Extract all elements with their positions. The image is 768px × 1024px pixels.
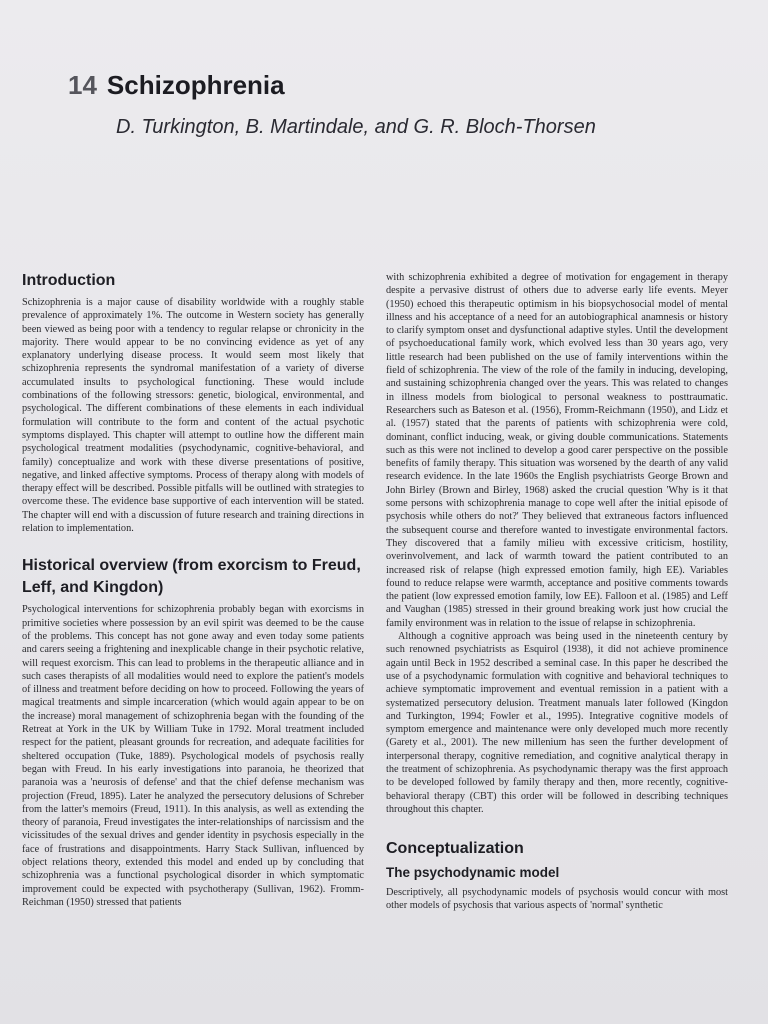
psychodynamic-model-subheading: The psychodynamic model	[386, 865, 560, 881]
left-column	[22, 270, 364, 909]
introduction-heading: Introduction	[22, 272, 116, 289]
chapter-title: Schizophrenia	[106, 70, 285, 100]
historical-paragraph-2: Although a cognitive approach was being used in the nineteenth century by such renowned psychiatrists as Esquirol (1938), it did not achieve prominence again until Beck in 1952 described a seminal case. In this paper he described the use of a psychodynamic formulation with cognitive and behavioral techniques to achieve symptomatic improvement and eventual remission in a patient with a systematized persecutory delusion. Treatment manuals later followed (Kingdon and Turkington, 1994; Fowler et al., 1995). Integrative cognitive models of symptom emergence and maintenance were only developed much more recently (Garety et al., 2001). The new millenium has seen the further development of interpersonal therapy, cognitive remediation, and cognitive analytical therapy in the treatment of schizophrenia. As psychodynamic therapy was the first approach to be developed followed by family therapy and then, more recently, cognitive-behavioral therapy (CBT) this order will be followed in describing techniques throughout this chapter.	[386, 631, 728, 815]
chapter-authors: D. Turkington, B. Martindale, and G. R. Bloch-Thorsen	[116, 116, 596, 138]
chapter-number: 14	[68, 70, 97, 100]
historical-paragraph-1: Psychological interventions for schizophrenia probably began with exorcisms in primitive societies where possession by an evil spirit was deemed to be the cause of the problems. This concept has not gone away and even today some patients and carers seeing a frightening and inexplicable change in their psychotic relative, will request exorcism. This can lead to problems in the therapeutic alliance and in such cases therapists of all modalities would need to explore the patient's models of illness and treatment before deciding on how to proceed. Following the years of magical treatments and simple incarceration (which would again appear to be on the increase) moral management of schizophrenia began with the founding of the Retreat at York in the UK by William Tuke in 1792. Moral treatment included respect for the patient, pleasant grounds for recreation, and adequate facilities for sheltered occupation (Tuke, 1889). Psychological models of psychosis really began with Freud. In his early investigations into paranoia, he theorized that paranoia was a 'neurosis of defense' and that the chief defense mechanism was projection (Freud, 1895). Later he analyzed the persecutory delusions of Schreber from the latter's memoirs (Freud, 1911). In this analysis, as well as extending the theory of paranoia, Freud investigates the inter-relationships of narcissism and the vicissitudes of the sexual drives and gender identity in psychosis especially in the face of frustrations and disappointments. Harry Stack Sullivan, influenced by object relations theory, extended this model and ended up by concluding that schizophrenia was a functional psychological disorder in which symptomatic improvement could be expected with psychotherapy (Sullivan, 1962). Fromm-Reichman (1950) stressed that patients	[22, 604, 364, 908]
chapter-heading	[68, 70, 285, 101]
historical-heading: Historical overview (from exorcism to Freud, Leff, and Kingdon)	[22, 557, 361, 597]
historical-paragraph-1-continued: with schizophrenia exhibited a degree of motivation for engagement in therapy despite a pervasive distrust of others due to adverse early life events. Meyer (1950) echoed this therapeutic optimism in his biopsychosocial model of mental illness and his acceptance of a need for an autobiographical anamnesis or history to clarify symptom onset and dysfunctional adaptive styles. Until the development of psychoeducational family work, which evolved less than 30 years ago, very little research had been published on the use of family interventions within the field of schizophrenia. The view of the role of the family in inducing, developing, and sustaining schizophrenia changed over the years. This was related to changes in illness models from biological to personal weakness to posttraumatic. Researchers such as Bateson et al. (1956), Fromm-Reichmann (1950), and Lidz et al. (1957) stated that the parents of patients with schizophrenia were cold, dominant, conflict inducing, weak, or giving double communications. Statements such as this were not inclined to develop a good carer perspective on the possible benefits of family therapy. This situation was worsened by the dearth of any valid research evidence. In the late 1960s the English psychiatrists George Brown and John Birley (Brown and Birley, 1968) asked the crucial question 'Why is it that some persons with schizophrenia manage to cope well after the initial episode of psychosis while others do not?' They believed that extraneous factors influenced the subsequent course and therefore wanted to investigate environmental factors. They discovered that a family milieu with excessive criticism, hostility, overinvolvement, and lack of warmth toward the patient contributed to an increased risk of relapse (high expressed emotion family, high EE). Variables found to reduce relapse were warmth, acceptance and positive comments towards the patient (low expressed emotion family, low EE). Falloon et al. (1985) and Leff and Vaughan (1985) stressed in their ground breaking work just how crucial the family environment was in relation to the issue of relapse in schizophrenia.	[386, 272, 728, 629]
introduction-paragraph: Schizophrenia is a major cause of disability worldwide with a roughly stable prevalence of approximately 1%. The outcome in Western society has generally been viewed as being poor with a tendency to regular relapse or chronicity in the majority. There would appear to be no convincing evidence as yet of any explanatory underlying disease process. It would seem most likely that schizophrenia represents the syndromal manifestation of a variety of diverse accumulated insults to psychological functioning. These would include combinations of the following stressors: genetic, biological, environmental, and psychological. The different combinations of these elements in each individual formulation will contribute to the form and content of the actual psychotic symptoms displayed. This chapter will attempt to outline how the different main psychological treatment modalities (psychodynamic, cognitive-behavioral, and family) conceptualize and work with these diverse presentations of positive, negative, and linked affective symptoms. Process of therapy along with models of therapy effect will be described. Possible pitfalls will be outlined with strategies to overcome these. The evidence base supportive of each intervention will be stated. The chapter will end with a discussion of future research and training directions in relation to implementation.	[22, 297, 364, 535]
conceptualization-heading: Conceptualization	[386, 840, 524, 858]
right-column	[386, 271, 728, 913]
conceptualization-paragraph: Descriptively, all psychodynamic models of psychosis would concur with most other models of psychosis that various aspects of 'normal' synthetic	[386, 887, 728, 912]
